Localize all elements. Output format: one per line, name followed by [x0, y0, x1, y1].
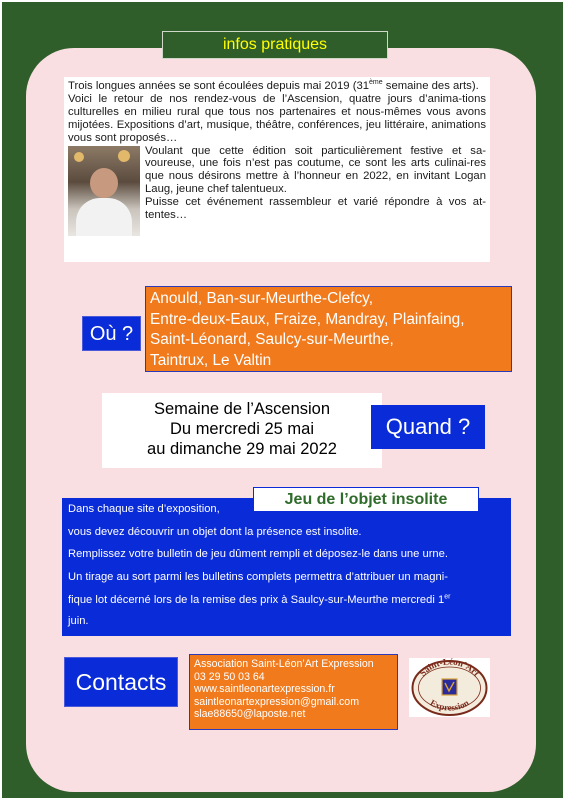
contact-website[interactable]: www.saintleonartexpression.fr	[194, 683, 335, 696]
game-line: Remplissez votre bulletin de jeu dûment rempli et déposez-le dans une urne.	[68, 548, 448, 560]
contact-phone: 03 29 50 03 64	[194, 670, 265, 683]
contact-association: Association Saint-Léon’Art Expression	[194, 658, 374, 670]
contacts-box	[189, 654, 398, 730]
game-line: vous devez découvrir un objet dont la présence est insolite.	[68, 526, 362, 538]
dates-box	[102, 393, 382, 468]
contacts-label: Contacts	[64, 657, 178, 707]
intro-paragraph-4: Puisse cet événement rassembleur et varié répondre à vos at-tentes…	[145, 196, 486, 222]
game-line: Dans chaque site d’exposition,	[68, 503, 220, 515]
contact-email[interactable]: slae88650@laposte.net	[194, 708, 306, 721]
place-line: Taintrux, Le Valtin	[150, 351, 272, 369]
svg-text:Expression: Expression	[428, 697, 471, 713]
contact-email[interactable]: saintleonartexpression@gmail.com	[194, 695, 360, 708]
date-line: Semaine de l’Ascension	[153, 400, 331, 418]
page-title: infos pratiques	[162, 31, 388, 59]
when-label: Quand ?	[371, 405, 485, 449]
date-line: au dimanche 29 mai 2022	[147, 440, 337, 458]
place-line: Saint-Léonard, Saulcy-sur-Meurthe,	[150, 331, 394, 349]
intro-paragraph-3: Voulant que cette édition soit particulièrement festive et sa-voureuse, une fois n’est pas coutume, ce sont les arts culinai-res que nous désirons mettre à l’honneur en 2022, en invitant Logan Laug, jeune chef talentueux.	[145, 144, 486, 196]
intro-paragraph-1: Trois longues années se sont écoulées depuis mai 2019 (31ème semaine des arts).	[68, 79, 479, 92]
svg-text:Saint-Léon’Art: Saint-Léon’Art	[417, 658, 482, 678]
place-line: Anould, Ban-sur-Meurthe-Clefcy,	[150, 290, 373, 307]
logo-emblem-icon	[409, 658, 490, 717]
where-label: Où ?	[82, 316, 141, 351]
game-box	[62, 498, 511, 636]
game-line: juin.	[68, 615, 89, 627]
chef-photo	[68, 146, 140, 236]
intro-text-block	[64, 77, 490, 262]
intro-paragraph-2: Voici le retour de nos rendez-vous de l’Ascension, quatre jours d’anima-tions culturelles en milieu rural que tous nos partenaires et nous-mêmes vous avons mijotées. Expositions d’art, musique, théâtre, conférences, jeu littéraire, animations vous sont proposés…	[68, 92, 486, 144]
date-line: Du mercredi 25 mai	[170, 420, 314, 438]
game-title: Jeu de l’objet insolite	[253, 487, 479, 512]
game-line: fique lot décerné lors de la remise des prix à Saulcy-sur-Meurthe mercredi 1er	[68, 593, 451, 606]
association-logo	[409, 658, 490, 717]
places-list	[145, 286, 512, 372]
place-line: Entre-deux-Eaux, Fraize, Mandray, Plainfaing,	[150, 310, 465, 328]
game-line: Un tirage au sort parmi les bulletins complets permettra d’attribuer un magni-	[68, 571, 448, 583]
